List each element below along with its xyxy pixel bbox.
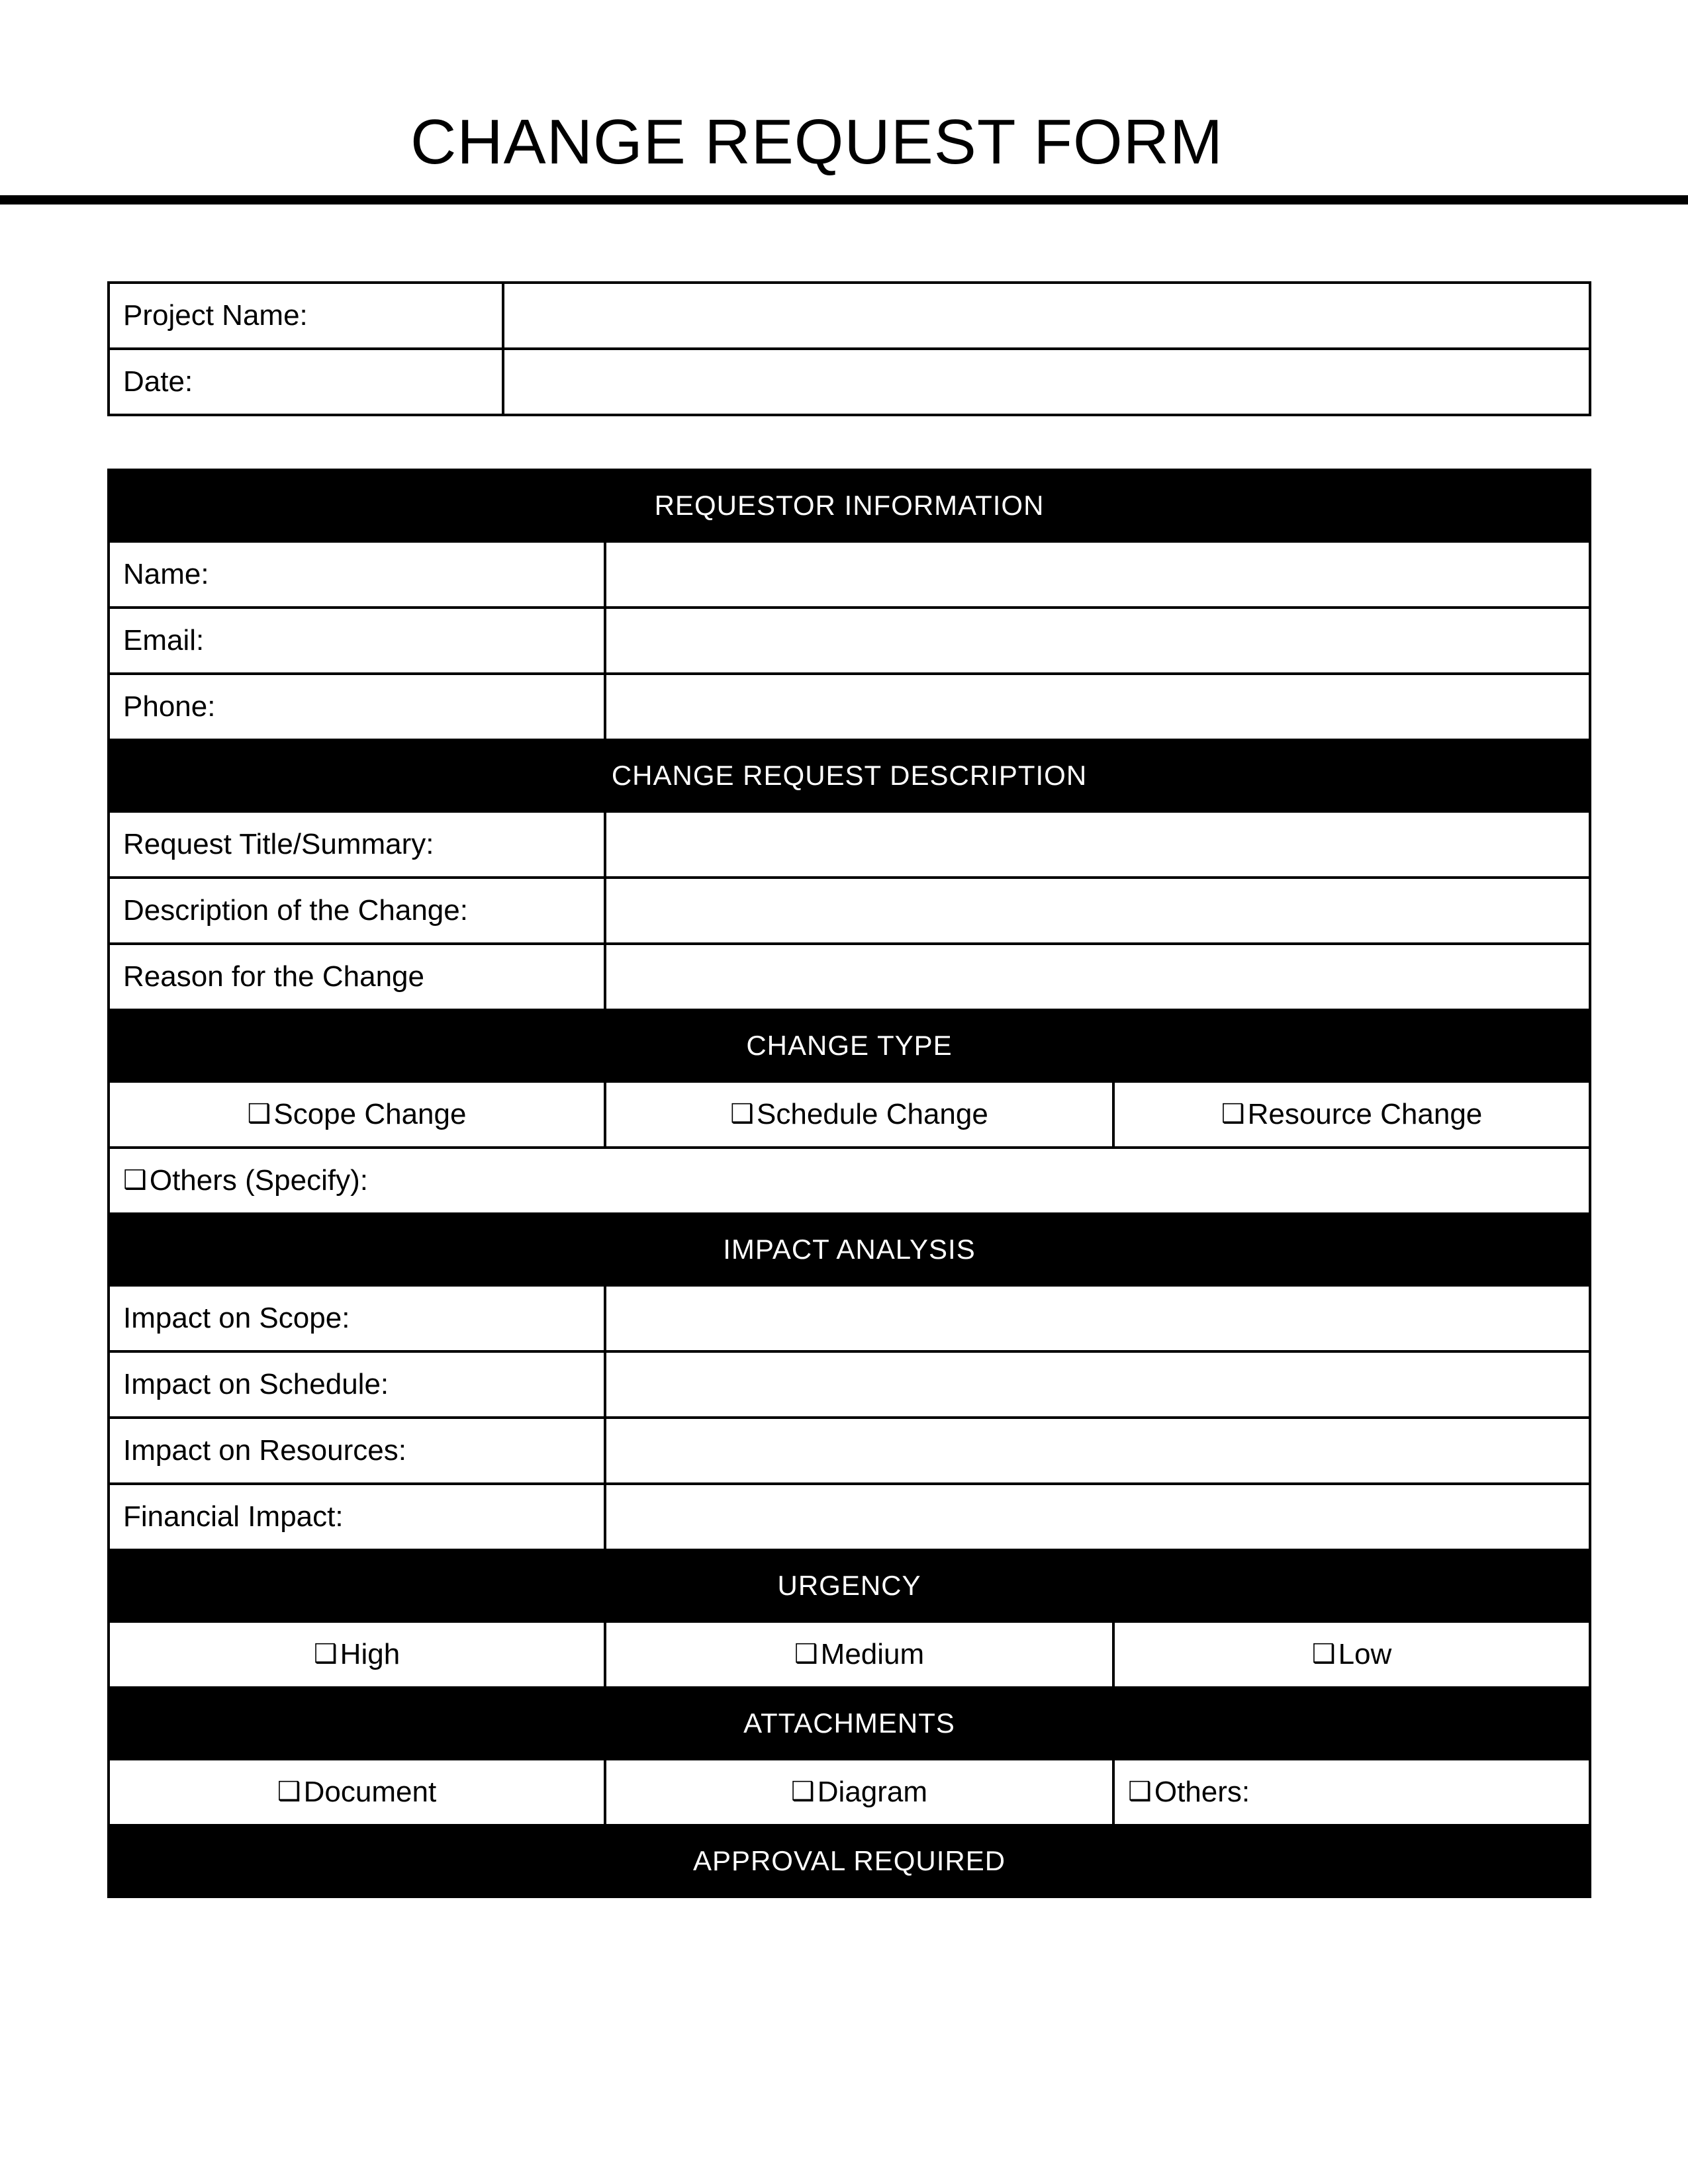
checkbox-label: Scope Change: [273, 1098, 467, 1130]
table-row: [109, 878, 1590, 944]
urgency-medium-checkbox[interactable]: [605, 1621, 1113, 1688]
table-row: [109, 283, 1590, 349]
page-title: CHANGE REQUEST FORM: [410, 107, 1223, 177]
request-title-label: Request Title/Summary:: [109, 811, 605, 878]
change-reason-field[interactable]: [605, 944, 1590, 1010]
checkbox-label: Others:: [1154, 1776, 1250, 1808]
checkbox-icon: ❑: [730, 1099, 754, 1129]
urgency-high-checkbox[interactable]: [109, 1621, 605, 1688]
section-header-change-type: CHANGE TYPE: [109, 1010, 1590, 1081]
table-row: [109, 349, 1590, 415]
scope-change-checkbox[interactable]: [109, 1081, 605, 1148]
urgency-low-checkbox[interactable]: [1113, 1621, 1590, 1688]
checkbox-icon: ❑: [1221, 1099, 1245, 1129]
checkbox-label: Medium: [820, 1638, 925, 1670]
checkbox-icon: ❑: [1128, 1776, 1152, 1807]
phone-label: Phone:: [109, 674, 605, 740]
project-name-label: Project Name:: [109, 283, 503, 349]
table-row: [109, 674, 1590, 740]
checkbox-icon: ❑: [123, 1165, 147, 1195]
change-request-table: [107, 469, 1591, 1898]
checkbox-icon: ❑: [277, 1776, 301, 1807]
section-header-urgency: URGENCY: [109, 1550, 1590, 1621]
schedule-change-checkbox[interactable]: [605, 1081, 1113, 1148]
date-field[interactable]: [503, 349, 1590, 415]
impact-resources-label: Impact on Resources:: [109, 1418, 605, 1484]
attachment-diagram-checkbox[interactable]: [605, 1759, 1113, 1825]
impact-schedule-label: Impact on Schedule:: [109, 1351, 605, 1418]
project-info-table: [107, 281, 1591, 416]
impact-resources-field[interactable]: [605, 1418, 1590, 1484]
table-row: [109, 1759, 1590, 1825]
request-title-field[interactable]: [605, 811, 1590, 878]
financial-impact-label: Financial Impact:: [109, 1484, 605, 1550]
section-header-requestor: REQUESTOR INFORMATION: [109, 470, 1590, 541]
table-row: [109, 1285, 1590, 1351]
table-row: [109, 1081, 1590, 1148]
checkbox-label: High: [340, 1638, 400, 1670]
email-field[interactable]: [605, 608, 1590, 674]
project-name-field[interactable]: [503, 283, 1590, 349]
checkbox-label: Low: [1338, 1638, 1392, 1670]
table-row: [109, 1351, 1590, 1418]
impact-scope-label: Impact on Scope:: [109, 1285, 605, 1351]
section-header-description: CHANGE REQUEST DESCRIPTION: [109, 740, 1590, 811]
name-field[interactable]: [605, 541, 1590, 608]
table-row: [109, 541, 1590, 608]
change-reason-label: Reason for the Change: [109, 944, 605, 1010]
checkbox-icon: ❑: [1311, 1639, 1336, 1669]
checkbox-label: Others (Specify):: [149, 1164, 368, 1197]
table-row: [109, 608, 1590, 674]
table-row: [109, 1621, 1590, 1688]
section-header-approval: APPROVAL REQUIRED: [109, 1825, 1590, 1897]
title-divider: [0, 195, 1688, 205]
phone-field[interactable]: [605, 674, 1590, 740]
checkbox-icon: ❑: [247, 1099, 271, 1129]
resource-change-checkbox[interactable]: [1113, 1081, 1590, 1148]
attachment-document-checkbox[interactable]: [109, 1759, 605, 1825]
checkbox-icon: ❑: [790, 1776, 815, 1807]
others-change-checkbox[interactable]: [109, 1148, 1590, 1214]
table-row: [109, 1484, 1590, 1550]
attachment-others-checkbox[interactable]: [1113, 1759, 1590, 1825]
impact-schedule-field[interactable]: [605, 1351, 1590, 1418]
email-label: Email:: [109, 608, 605, 674]
checkbox-label: Diagram: [817, 1776, 928, 1808]
checkbox-label: Resource Change: [1247, 1098, 1483, 1130]
impact-scope-field[interactable]: [605, 1285, 1590, 1351]
name-label: Name:: [109, 541, 605, 608]
table-row: [109, 1418, 1590, 1484]
date-label: Date:: [109, 349, 503, 415]
section-header-attachments: ATTACHMENTS: [109, 1688, 1590, 1759]
section-header-impact: IMPACT ANALYSIS: [109, 1214, 1590, 1285]
table-row: [109, 1148, 1590, 1214]
checkbox-icon: ❑: [313, 1639, 338, 1669]
financial-impact-field[interactable]: [605, 1484, 1590, 1550]
checkbox-label: Document: [303, 1776, 437, 1808]
table-row: [109, 811, 1590, 878]
change-description-label: Description of the Change:: [109, 878, 605, 944]
change-description-field[interactable]: [605, 878, 1590, 944]
table-row: [109, 944, 1590, 1010]
checkbox-label: Schedule Change: [757, 1098, 988, 1130]
checkbox-icon: ❑: [794, 1639, 818, 1669]
